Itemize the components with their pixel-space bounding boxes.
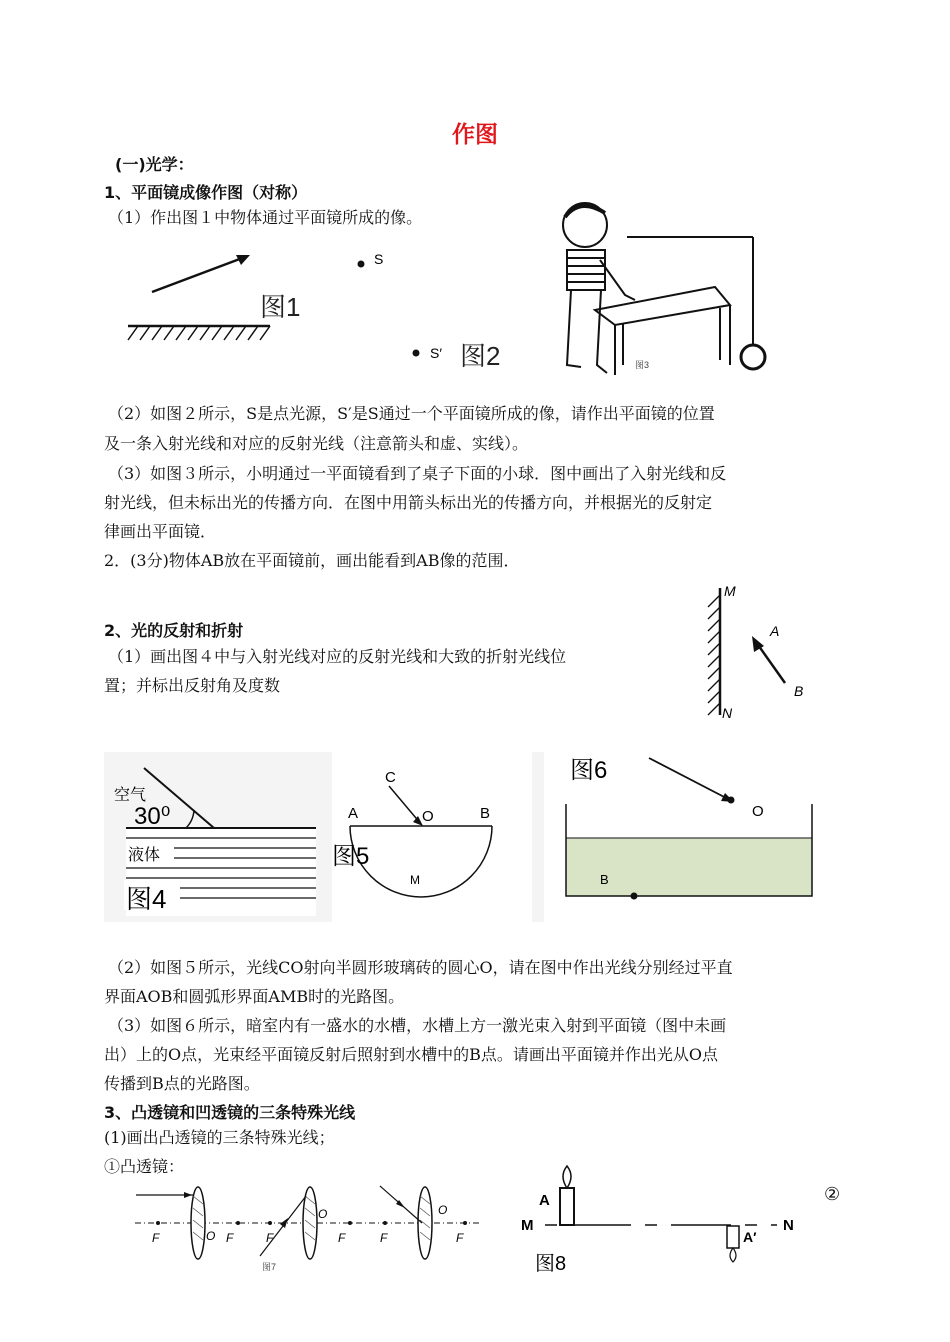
- question-2-3-line2: 出）上的O点，光束经平面镜反射后照射到水槽中的B点。请画出平面镜并作出光从O点: [104, 1045, 718, 1064]
- question-1-2-line1: （2）如图２所示，S是点光源，S′是S通过一个平面镜所成的像，请作出平面镜的位置: [108, 404, 715, 423]
- figure-6: [544, 752, 870, 922]
- figure-1-label: 图1: [260, 292, 301, 322]
- mirror-point-m: M: [724, 583, 736, 599]
- point-a: A: [539, 1192, 550, 1209]
- figure-3: [545, 195, 785, 385]
- figure-7-label: 图7: [262, 1262, 277, 1272]
- focus-f: F: [380, 1231, 388, 1245]
- question-1-1: （1）作出图１中物体通过平面镜所成的像。: [108, 208, 423, 227]
- question-2-1-line2: 置；并标出反射角及度数: [104, 676, 281, 695]
- point-m: M: [410, 873, 420, 887]
- point-n: N: [783, 1217, 794, 1234]
- figure-3-label: 图3: [635, 360, 650, 370]
- figure-6-label: 图6: [570, 757, 608, 784]
- point-s: S: [374, 251, 384, 267]
- point-a-prime: A′: [743, 1229, 757, 1245]
- center-o: O: [438, 1203, 448, 1217]
- point-o: O: [422, 808, 434, 825]
- question-3-1: (1)画出凸透镜的三条特殊光线；: [104, 1128, 335, 1147]
- label-air: 空气: [114, 787, 147, 804]
- question-1-3-line1: （3）如图３所示，小明通过一平面镜看到了桌子下面的小球．图中画出了入射光线和反: [108, 464, 727, 483]
- flame-icon: [563, 1166, 571, 1188]
- question-2-3-line3: 传播到B点的光路图。: [104, 1074, 260, 1093]
- point-b: B: [480, 805, 491, 822]
- figures-4-5-6: [104, 752, 870, 922]
- question-1-3-line2: 射光线，但未标出光的传播方向．在图中用箭头标出光的传播方向，并根据光的反射定: [104, 493, 713, 512]
- focus-f: F: [152, 1231, 160, 1245]
- figure-2-label: 图2: [460, 341, 501, 371]
- point-m: M: [521, 1217, 534, 1234]
- page-title: 作图: [452, 122, 498, 148]
- point-c: C: [385, 769, 396, 786]
- point-s-prime: S′: [430, 345, 442, 361]
- figure-7: [130, 1178, 485, 1278]
- question-2: 2．(3分)物体AB放在平面镜前，画出能看到AB像的范围．: [104, 551, 520, 570]
- subsection-heading-1: 1、平面镜成像作图（对称）: [104, 183, 308, 202]
- section-heading-optics: (一)光学：: [115, 155, 194, 174]
- convex-lens-label: ①凸透镜：: [104, 1157, 185, 1176]
- figure-5: [332, 752, 532, 922]
- question-2-2-line1: （2）如图５所示，光线CO射向半圆形玻璃砖的圆心O，请在图中作出光线分别经过平直: [108, 958, 733, 977]
- point-b: B: [794, 683, 804, 699]
- question-2-3-line1: （3）如图６所示，暗室内有一盛水的水槽，水槽上方一激光束入射到平面镜（图中未画: [108, 1016, 727, 1035]
- figure-1: [120, 240, 320, 350]
- label-angle: 30⁰: [134, 803, 171, 830]
- point-b: B: [600, 872, 609, 887]
- focus-f: F: [266, 1231, 274, 1245]
- focus-f: F: [226, 1231, 234, 1245]
- figure-5-label: 图5: [332, 843, 370, 870]
- figure-8: [515, 1160, 815, 1280]
- focus-f: F: [338, 1231, 346, 1245]
- figure-4-label: 图4: [126, 884, 167, 914]
- mirror-point-n: N: [722, 705, 733, 721]
- point-a: A: [770, 623, 780, 639]
- center-o: O: [206, 1229, 216, 1243]
- point-a: A: [348, 805, 359, 822]
- point-o: O: [752, 803, 764, 820]
- figure-ab-mirror: [690, 580, 820, 725]
- center-o: O: [318, 1207, 328, 1221]
- label-liquid: 液体: [128, 847, 161, 864]
- question-1-2-line2: 及一条入射光线和对应的反射光线（注意箭头和虚、实线）。: [104, 434, 529, 453]
- subsection-heading-3: 3、凸透镜和凹透镜的三条特殊光线: [104, 1103, 356, 1122]
- question-1-3-line3: 律画出平面镜．: [104, 522, 217, 541]
- figure-8-label: 图8: [535, 1253, 567, 1275]
- question-2-1-line1: （1）画出图４中与入射光线对应的反射光线和大致的折射光线位: [108, 647, 567, 666]
- circle-number-2: ②: [824, 1184, 841, 1205]
- subsection-heading-2: 2、光的反射和折射: [104, 621, 244, 640]
- question-2-2-line2: 界面AOB和圆弧形界面AMB时的光路图。: [104, 987, 405, 1006]
- figure-2: [350, 245, 530, 375]
- focus-f: F: [456, 1231, 464, 1245]
